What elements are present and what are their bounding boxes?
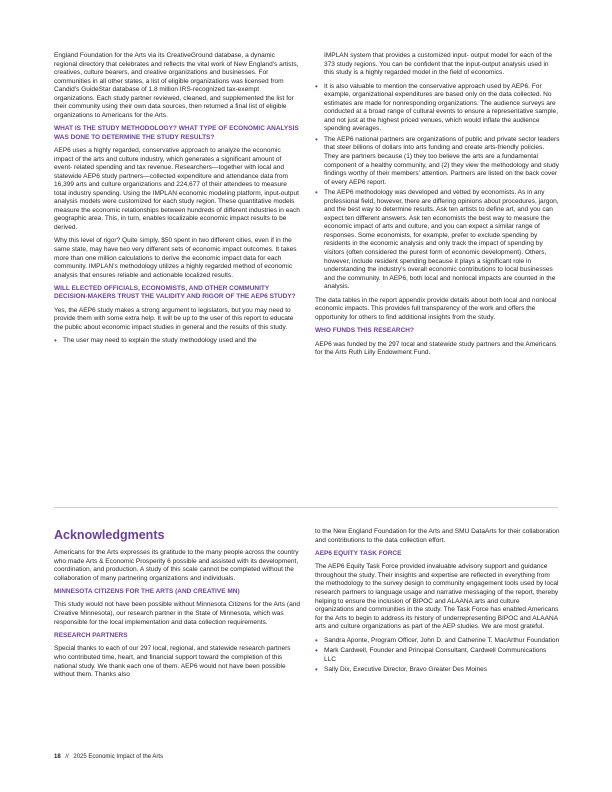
top-right-column [315,52,560,363]
research-partners-heading: RESEARCH PARTNERS [54,632,128,640]
acknowledgments-intro: Americans for the Arts expresses its gratitude to the many people across the country who made Arts & Economic Prosperity 6 possible and assisted with its development, coordination, and production. A study of this scale cannot be completed without the collaboration of many partnering organizations and individuals. [54,549,299,582]
funding-paragraph: AEP6 was funded by the 297 local and statewide study partners and the Americans for the Arts Ruth Lilly Endowment Fund. [315,340,557,357]
research-partners-paragraph: Special thanks to each of our 297 local, regional, and statewide research partners who contributed time, heart, and financial support toward the completion of this national study. We thank each one of them. AEP6 would not have been possible without them. Thanks also [54,645,291,679]
bullet-item: • The AEP6 national partners are organizations of public and private sector leaders that steer billions of dollars into arts funding and create arts-friendly policies. They are partners because (1) they too believe the arts are a fundamental component of a healthy community, and (2) they view the methodology and study findings worthy of their members’ attention. Partners are listed on the back cover of every AEP6 report. [315,136,560,187]
methodology-paragraph: AEP6 uses a highly regarded, conservative approach to analyze the economic impact of the arts and culture industry, which generates a significant amount of event- related spending and tax revenue. Researchers—together with local and statewide AEP6 study partners—collected expenditure and attendance data from 16,399 arts and culture organizations and 224,677 of their attendees to measure total industry spending. Using the IMPLAN economic modeling platform, input-output analysis models were customized for each study region. These quantitative models measure the economic relationships between hundreds of different industries in each geographic area. This, in turn, enables localizable economic impact results to be derived. [54,146,300,231]
footer-separator: // [65,754,69,760]
minnesota-heading: MINNESOTA CITIZENS FOR THE ARTS (AND CREATIVE MN) [54,588,240,596]
bullet-item: • The user may need to explain the study methodology used and the [54,337,300,346]
equity-task-force-heading: AEP6 EQUITY TASK FORCE [315,550,402,558]
task-force-members [315,637,560,675]
member-item: • Sally Dix, Executive Director, Bravo Greater Des Moines [315,666,560,675]
trust-paragraph: Yes, the AEP6 study makes a strong argument to legislators, but you may need to provide them with some extra help. It will be up to the user of this report to educate the public about economic impact studies in general and the results of this study. [54,306,294,331]
trust-heading: WILL ELECTED OFFICIALS, ECONOMISTS, AND OTHER COMMUNITY DECISION-MAKERS TRUST THE VALIDITY AND RIGOR OF THE AEP6 STUDY? [54,285,296,301]
footer-title: 2025 Economic Impact of the Arts [73,754,164,760]
rigor-paragraph: Why this level of rigor? Quite simply, $50 spent in two different cities, even if in the same state, may have two very different sets of economic impact outcomes. It takes more than one million calculations to derive the economic impact data for each community. IMPLAN’s methodology utilizes a highly regarded method of economic analysis that ensures reliable and actionable localized results. [54,237,297,279]
funding-heading: WHO FUNDS THIS RESEARCH? [315,327,414,335]
acknowledgments-left-column [54,528,300,685]
methodology-bullets [315,83,560,292]
acknowledgments-title: Acknowledgments [54,528,165,542]
data-tables-paragraph: The data tables in the report appendix provide details about both local and nonlocal economic impacts. This provides full transparency of the work and offers the opportunity for others to find additional insights from the study. [315,296,557,321]
bullet-item: • It is also valuable to mention the conservative approach used by AEP6. For example, organizational expenditures are based only on the data collected. No estimates are made for nonresponding organizations. The audience surveys are conducted at a broad range of cultural events to ensure a representative sample, and not just at the highest priced venues, which would inflate the audience spending averages. [315,83,560,134]
methodology-heading: WHAT IS THE STUDY METHODOLOGY? WHAT TYPE OF ECONOMIC ANALYSIS WAS DONE TO DETERMINE THE STUDY RESULTS? [54,125,299,141]
intro-paragraph: England Foundation for the Arts via its CreativeGround database, a dynamic regional directory that celebrates and reflects the vital work of New England’s artists, creatives, culture bearers, and creative organizations and businesses. For communities in all other states, a list of eligible organizations was licensed from Candid’s GuideStar database of 1.8 million IRS-recognized tax-exempt organizations. Each study partner reviewed, cleaned, and supplemented the list for their community using their own data sources, then returned a final list of eligible organizations to Americans for the Arts. [54,52,299,119]
acknowledgments-right-column [315,528,560,677]
member-item: • Sandra Aponte, Program Officer, John D. and Catherine T. MacArthur Foundation [315,637,560,646]
page-number: 18 [54,754,61,760]
top-left-column [54,52,300,348]
member-item: • Mark Cardwell, Founder and Principal Consultant, Cardwell Communications LLC [315,647,560,664]
bullet-item: • The AEP6 methodology was developed and vetted by economists. As in any professional field, however, there are differing opinions about procedures, jargon, and the best way to determine results. Ask ten artists to define art, and you can expect ten different answers. Ask ten economists the best way to measure the economic impact of arts and culture, and you can expect a similar range of responses. Some economists, for example, prefer to exclude spending by residents in the economic analysis and only track the impact of spending by visitors (often considered the purest form of economic development). Others, however, include resident spending because it plays a significant role in understanding the industry’s overall economic contributions to local businesses and the community. In AEP6, both local and nonlocal impacts are counted in the analysis. [315,189,560,292]
section-divider [54,507,558,508]
equity-task-force-paragraph: The AEP6 Equity Task Force provided invaluable advisory support and guidance throughout the study. Their insights and expertise are reflected in everything from the methodology to the survey design to community engagement tools used by local research partners to language usage and narrative messaging of the report, thereby helping to ensure the inclusion of BIPOC and ALAANA arts and culture organizations and communities in the study. The Task Force has enabled Americans for the Arts to begin to address its history of underrepresenting BIPOC and ALAANA arts and culture organizations as part of the AEP studies. We are most grateful. [315,563,559,631]
page-footer [54,754,163,760]
trust-bullets [54,337,300,346]
minnesota-paragraph: This study would not have been possible without Minnesota Citizens for the Arts (and Creative Minnesota), our research partner in the State of Minnesota, which was responsible for the local implementation and data collection requirements. [54,601,301,626]
implan-continuation: IMPLAN system that provides a customized input- output model for each of the 373 study regions. You can be confident that the input-output analysis used in this study is a highly regarded model in the field of economics. [324,52,553,77]
partners-continuation: to the New England Foundation for the Arts and SMU DataArts for their collaboration and contributions to the data collection effort. [315,528,560,544]
